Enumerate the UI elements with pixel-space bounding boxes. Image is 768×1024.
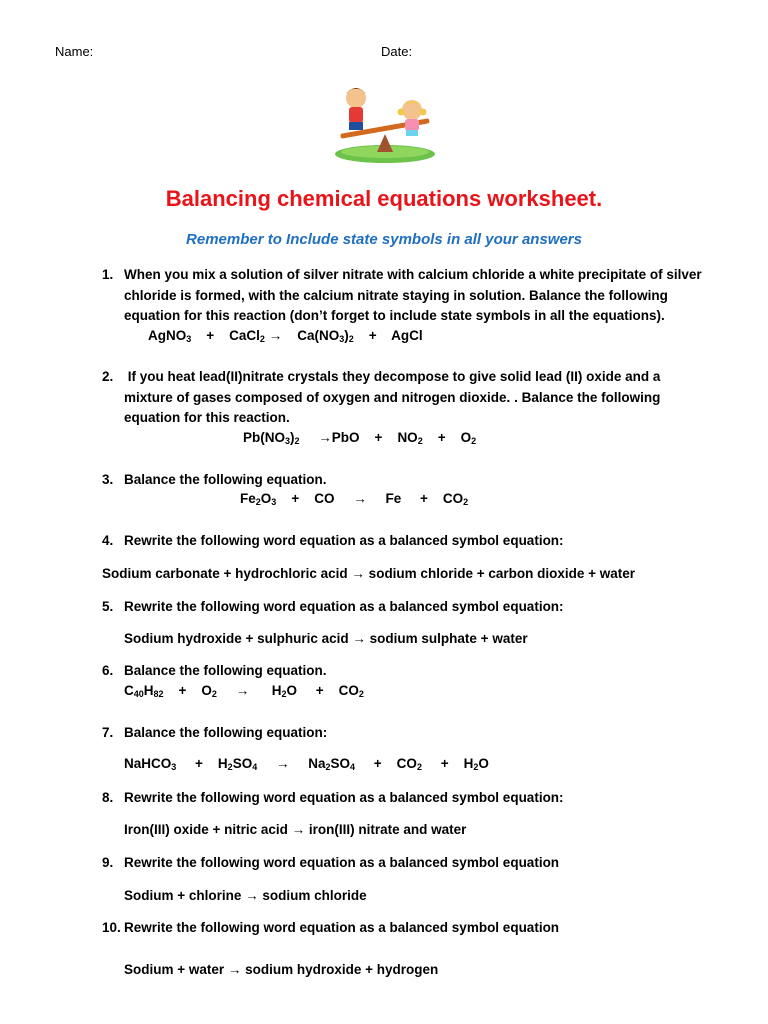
worksheet-title: Balancing chemical equations worksheet.: [165, 186, 603, 211]
equation-3: $Fe_2O_3$ + CO → Fe + $CO_2$: [240, 491, 469, 507]
word-equation-5: Sodium hydroxide + sulphuric acid → sodium sulphate + water: [124, 631, 528, 646]
question-2: 2. If you heat lead(II)nitrate crystals they decompose to give solid lead (II) oxide and a mixture of gases composed of oxygen and nitrogen dioxide. . Balance the following equation for this reaction.: [102, 369, 661, 425]
question-6: 6. Balance the following equation.: [102, 663, 327, 678]
question-7: 7. Balance the following equation:: [102, 725, 328, 740]
equation-6: $C_{40}H_{82}$ + $O_2$ → $H_2O$ + $CO_2$: [124, 683, 364, 699]
worksheet-subtitle: Remember to Include state symbols in all your answers: [186, 231, 582, 248]
question-5: 5. Rewrite the following word equation as a balanced symbol equation:: [102, 599, 564, 614]
word-equation-9: Sodium + chlorine → sodium chloride: [124, 888, 367, 903]
question-3: 3. Balance the following equation.: [102, 472, 327, 487]
question-4: 4. Rewrite the following word equation as a balanced symbol equation:: [102, 533, 564, 548]
equation-2: $Pb(NO_3)_2$ →PbO + $NO_2$ + $O_2$: [243, 430, 477, 446]
word-equation-4: Sodium carbonate + hydrochloric acid → sodium chloride + carbon dioxide + water: [102, 566, 635, 581]
seesaw-kids-illustration: [332, 74, 438, 166]
equation-7: NaHCO$_3$ + $H_2SO_4$ → $Na_2SO_4$ + $CO_2$ + $H_2O$: [124, 756, 489, 772]
date-label: Date:: [381, 44, 413, 59]
question-1: 1. When you mix a solution of silver nitrate with calcium chloride a white precipitate of silver chloride is formed, with the calcium nitrate staying in solution. Balance the following equation for this reaction (don’t forget to include state symbols in all the equations).: [102, 267, 702, 323]
question-9: 9. Rewrite the following word equation as a balanced symbol equation: [102, 855, 560, 870]
question-8: 8. Rewrite the following word equation as a balanced symbol equation:: [102, 790, 564, 805]
equation-1: AgNO$_3$ + CaCl$_2$ → $Ca(NO_3)_2$ + AgCl: [148, 328, 423, 344]
word-equation-8: Iron(III) oxide + nitric acid → iron(III) nitrate and water: [124, 822, 467, 837]
word-equation-10: Sodium + water → sodium hydroxide + hydrogen: [124, 962, 439, 977]
question-10: 10. Rewrite the following word equation as a balanced symbol equation: [102, 920, 560, 935]
name-label: Name:: [55, 44, 94, 59]
